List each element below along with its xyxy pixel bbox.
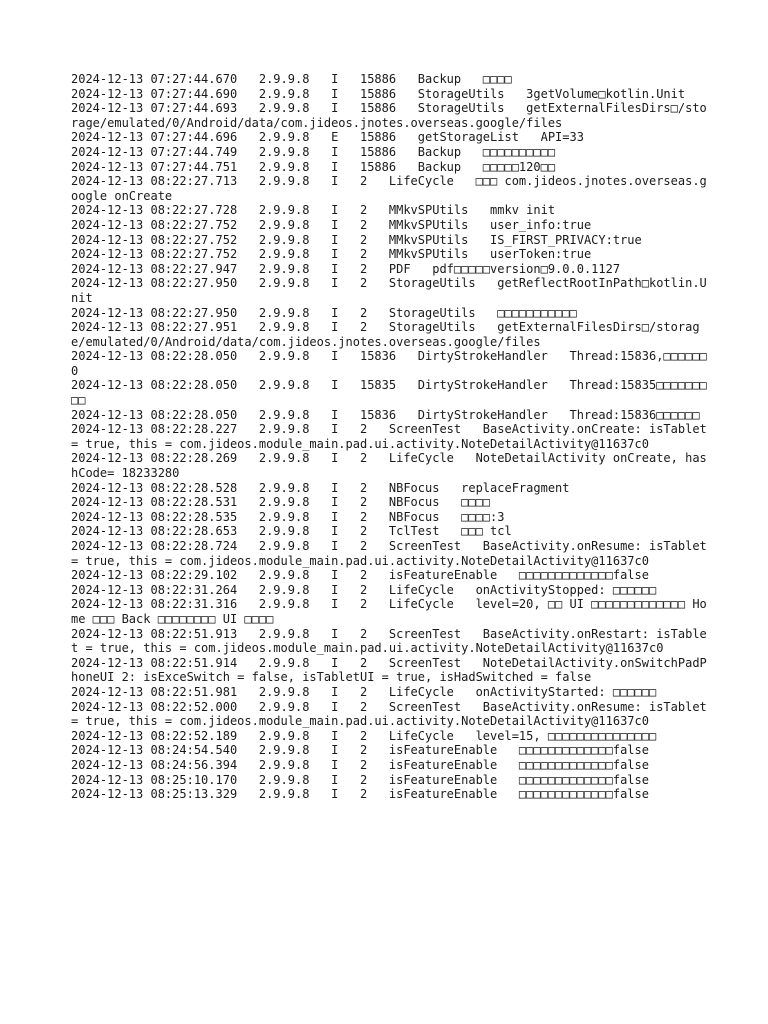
log-entry: 2024-12-13 08:22:31.264 2.9.9.8 I 2 LifeCycle onActivityStopped: □□□□□□	[71, 582, 657, 597]
log-entry: 2024-12-13 08:24:56.394 2.9.9.8 I 2 isFeatureEnable □□□□□□□□□□□□□false	[71, 757, 649, 772]
log-entry: 2024-12-13 08:22:28.050 2.9.9.8 I 15835 DirtyStrokeHandler Thread:15835□□□□□□□□□	[71, 378, 707, 408]
log-entry: 2024-12-13 08:22:51.914 2.9.9.8 I 2 ScreenTest NoteDetailActivity.onSwitchPadPhoneUI 2: isExceSwitch = false, isTabletUI = true, isHadSwitched = false	[71, 655, 707, 685]
log-entry: 2024-12-13 08:25:13.329 2.9.9.8 I 2 isFeatureEnable □□□□□□□□□□□□□false	[71, 787, 649, 802]
log-entry: 2024-12-13 08:22:51.981 2.9.9.8 I 2 LifeCycle onActivityStarted: □□□□□□	[71, 684, 657, 699]
log-entry: 2024-12-13 07:27:44.693 2.9.9.8 I 15886 StorageUtils getExternalFilesDirs□/storage/emulated/0/Android/data/com.jideos.jnotes.overseas.google/files	[71, 101, 707, 130]
log-entry: 2024-12-13 07:27:44.670 2.9.9.8 I 15886 Backup □□□□	[71, 72, 512, 86]
log-document	[71, 72, 714, 802]
log-entry: 2024-12-13 08:24:54.540 2.9.9.8 I 2 isFeatureEnable □□□□□□□□□□□□□false	[71, 743, 649, 758]
log-entry: 2024-12-13 08:22:28.227 2.9.9.8 I 2 ScreenTest BaseActivity.onCreate: isTablet = true, this = com.jideos.module_main.pad.ui.activity.NoteDetailActivity@11637c0	[71, 422, 714, 451]
log-entry: 2024-12-13 08:22:28.535 2.9.9.8 I 2 NBFocus □□□□:3	[71, 509, 505, 524]
log-entry: 2024-12-13 08:22:31.316 2.9.9.8 I 2 LifeCycle level=20, □□ UI □□□□□□□□□□□□□ Home □□□ Back □□□□□□□□ UI □□□□	[71, 597, 707, 626]
log-entry: 2024-12-13 08:22:27.752 2.9.9.8 I 2 MMkvSPUtils userToken:true	[71, 247, 592, 262]
log-entry: 2024-12-13 08:22:28.269 2.9.9.8 I 2 LifeCycle NoteDetailActivity onCreate, hashCode= 18233280	[71, 451, 707, 481]
log-entry: 2024-12-13 08:22:27.951 2.9.9.8 I 2 StorageUtils getExternalFilesDirs□/storage/emulated/0/Android/data/com.jideos.jnotes.overseas.google/files	[71, 320, 700, 349]
log-entry: 2024-12-13 08:22:29.102 2.9.9.8 I 2 isFeatureEnable □□□□□□□□□□□□□false	[71, 568, 649, 583]
log-entry: 2024-12-13 08:25:10.170 2.9.9.8 I 2 isFeatureEnable □□□□□□□□□□□□□false	[71, 772, 649, 787]
log-entry: 2024-12-13 07:27:44.696 2.9.9.8 E 15886 getStorageList API=33	[71, 130, 584, 145]
log-entry: 2024-12-13 08:22:28.724 2.9.9.8 I 2 ScreenTest BaseActivity.onResume: isTablet = true, this = com.jideos.module_main.pad.ui.activity.NoteDetailActivity@11637c0	[71, 539, 714, 568]
log-entry: 2024-12-13 08:22:52.189 2.9.9.8 I 2 LifeCycle level=15, □□□□□□□□□□□□□□□	[71, 728, 657, 743]
log-entry: 2024-12-13 08:22:28.528 2.9.9.8 I 2 NBFocus replaceFragment	[71, 480, 570, 495]
log-entry: 2024-12-13 07:27:44.751 2.9.9.8 I 15886 Backup □□□□□120□□	[71, 159, 556, 174]
log-entry: 2024-12-13 08:22:28.531 2.9.9.8 I 2 NBFocus □□□□	[71, 495, 491, 510]
log-entry: 2024-12-13 08:22:52.000 2.9.9.8 I 2 ScreenTest BaseActivity.onResume: isTablet = true, this = com.jideos.module_main.pad.ui.activity.NoteDetailActivity@11637c0	[71, 699, 714, 729]
log-entry: 2024-12-13 07:27:44.690 2.9.9.8 I 15886 StorageUtils 3getVolume□kotlin.Unit	[71, 86, 686, 101]
log-entry: 2024-12-13 08:22:27.713 2.9.9.8 I 2 LifeCycle □□□ com.jideos.jnotes.overseas.google onCreate	[71, 174, 707, 203]
log-entry: 2024-12-13 08:22:27.728 2.9.9.8 I 2 MMkvSPUtils mmkv init	[71, 203, 556, 218]
log-entry: 2024-12-13 08:22:27.947 2.9.9.8 I 2 PDF pdf□□□□□version□9.0.0.1127	[71, 261, 621, 276]
log-entry: 2024-12-13 08:22:27.950 2.9.9.8 I 2 StorageUtils □□□□□□□□□□□	[71, 305, 577, 320]
log-entry: 2024-12-13 08:22:28.050 2.9.9.8 I 15836 DirtyStrokeHandler Thread:15836,□□□□□□0	[71, 349, 707, 378]
log-entry: 2024-12-13 07:27:44.749 2.9.9.8 I 15886 Backup □□□□□□□□□□	[71, 144, 556, 159]
log-entry: 2024-12-13 08:22:27.950 2.9.9.8 I 2 StorageUtils getReflectRootInPath□kotlin.Unit	[71, 276, 707, 305]
log-entry: 2024-12-13 08:22:27.752 2.9.9.8 I 2 MMkvSPUtils user_info:true	[71, 217, 592, 232]
log-entry: 2024-12-13 08:22:27.752 2.9.9.8 I 2 MMkvSPUtils IS_FIRST_PRIVACY:true	[71, 232, 642, 247]
log-entry: 2024-12-13 08:22:51.913 2.9.9.8 I 2 ScreenTest BaseActivity.onRestart: isTablet = true, this = com.jideos.module_main.pad.ui.activity.NoteDetailActivity@11637c0	[71, 626, 707, 656]
log-entry: 2024-12-13 08:22:28.653 2.9.9.8 I 2 TclTest □□□ tcl	[71, 524, 512, 539]
log-entry: 2024-12-13 08:22:28.050 2.9.9.8 I 15836 DirtyStrokeHandler Thread:15836□□□□□□	[71, 407, 700, 422]
